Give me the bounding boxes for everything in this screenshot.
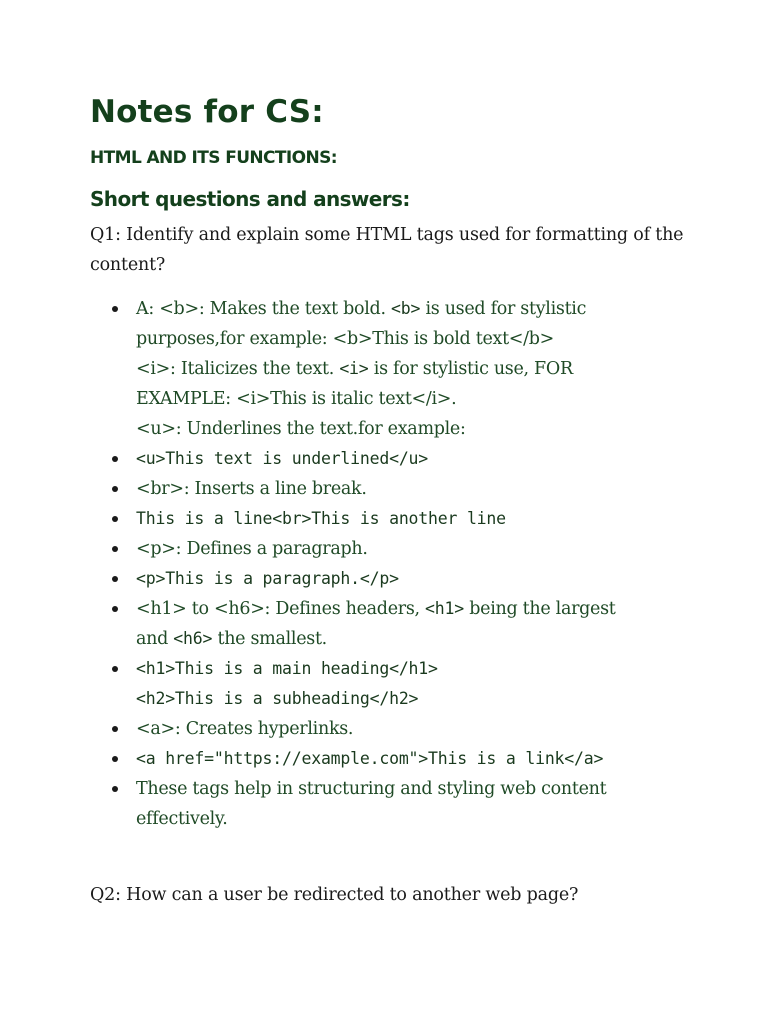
list-item-a-example: [90, 744, 690, 774]
notes-page: [90, 86, 690, 924]
page-title: Notes for CS:: [90, 94, 324, 130]
a-example-code: <a href="https://example.com">This is a link</a>: [136, 749, 604, 768]
list-item-bold-italic-underline: [90, 294, 690, 444]
italic-tag-code: <i>: [339, 359, 369, 378]
h-desc-end: the smallest.: [212, 629, 327, 649]
bullet-icon: [112, 726, 118, 732]
h1-tag-code: <h1>: [425, 599, 464, 618]
bullet-icon: [112, 306, 118, 312]
bold-desc-rest: is used for stylistic: [420, 299, 587, 319]
question-1: Q1: Identify and explain some HTML tags used for formatting of the content?: [90, 225, 684, 275]
bullet-icon: [112, 756, 118, 762]
question-2: Q2: How can a user be redirected to another web page?: [90, 885, 579, 905]
a-desc-text: <a>: Creates hyperlinks.: [136, 719, 354, 739]
list-item-h-example: [90, 654, 690, 714]
italic-example-line: EXAMPLE: <i>This is italic text</i>.: [136, 389, 457, 409]
italic-desc-rest: is for stylistic use, FOR: [368, 359, 573, 379]
underline-example-code: <u>This text is underlined</u>: [136, 449, 429, 468]
list-item-h-desc: [90, 594, 690, 654]
h-desc-line1: [136, 594, 690, 624]
h6-tag-code: <h6>: [173, 629, 213, 648]
list-item-br-desc: [90, 474, 690, 504]
list-item-a-desc: [90, 714, 690, 744]
list-item-br-example: [90, 504, 690, 534]
bullet-icon: [112, 486, 118, 492]
section-subheading: Short questions and answers:: [90, 187, 410, 211]
list-item-underline-example: [90, 444, 690, 474]
bold-tag-code: <b>: [390, 299, 421, 318]
bold-desc-line: [136, 294, 690, 324]
p-example-code: <p>This is a paragraph.</p>: [136, 569, 399, 588]
br-desc-text: <br>: Inserts a line break.: [136, 479, 367, 499]
bullet-icon: [112, 576, 118, 582]
bullet-icon: [112, 666, 118, 672]
list-item-p-example: [90, 564, 690, 594]
bold-example-line: purposes,for example: <b>This is bold text</b>: [136, 329, 555, 349]
italic-desc-line: [136, 354, 690, 384]
h1-example-code: <h1>This is a main heading</h1>: [136, 659, 438, 678]
section-heading: HTML AND ITS FUNCTIONS:: [90, 148, 337, 168]
list-item-summary: [90, 774, 690, 834]
bold-desc-text: A: <b>: Makes the text bold.: [136, 299, 391, 319]
list-item-p-desc: [90, 534, 690, 564]
h2-example-code: <h2>This is a subheading</h2>: [136, 689, 419, 708]
italic-desc-text: <i>: Italicizes the text.: [136, 359, 340, 379]
br-example-code: This is a line<br>This is another line: [136, 509, 506, 528]
h-desc-line2: [136, 624, 690, 654]
answer-list: [90, 294, 690, 834]
h-desc-mid: being the largest: [463, 599, 616, 619]
bullet-icon: [112, 456, 118, 462]
h-desc-and: and: [136, 629, 174, 649]
underline-desc-line: <u>: Underlines the text.for example:: [136, 419, 466, 439]
bullet-icon: [112, 606, 118, 612]
bullet-icon: [112, 516, 118, 522]
bullet-icon: [112, 546, 118, 552]
bullet-icon: [112, 786, 118, 792]
summary-text: These tags help in structuring and styling web content effectively.: [136, 779, 607, 829]
p-desc-text: <p>: Defines a paragraph.: [136, 539, 368, 559]
h-desc-text: <h1> to <h6>: Defines headers,: [136, 599, 426, 619]
